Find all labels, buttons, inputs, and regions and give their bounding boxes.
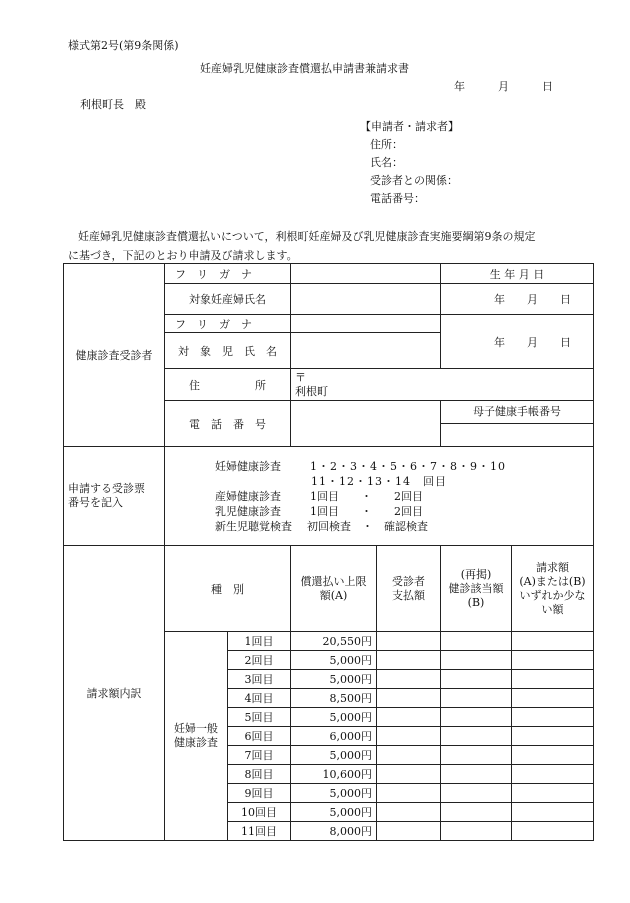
child-birth-month: 月 [527, 335, 538, 349]
date-day: 日 [542, 80, 553, 93]
infant-checkup-options[interactable]: 1回目 ・ 2回目 [310, 504, 423, 518]
claim-recount-field[interactable] [441, 727, 512, 746]
mother-name-label: 対象妊産婦氏名 [165, 284, 291, 315]
request-statement-line-2: に基づき，下記のとおり申請及び請求します。 [68, 249, 298, 262]
claim-visit: 6回目 [228, 727, 291, 746]
claim-amount-field[interactable] [512, 765, 594, 784]
claim-amount-field[interactable] [512, 651, 594, 670]
child-birth-year: 年 [494, 335, 505, 349]
claim-visit: 3回目 [228, 670, 291, 689]
date-year: 年 [454, 80, 465, 93]
request-statement-line-1: 妊産婦乳児健康診査償還払いについて，利根町妊産婦及び乳児健康診査実施要綱第9条の規定 [78, 230, 536, 243]
claim-visit: 4回目 [228, 689, 291, 708]
claim-limit: 5,000円 [291, 670, 377, 689]
application-table [63, 263, 594, 841]
form-title: 妊産婦乳児健康診査償還払申請書兼請求書 [200, 62, 409, 75]
claim-visit: 8回目 [228, 765, 291, 784]
claim-limit: 10,600円 [291, 765, 377, 784]
claim-visit: 11回目 [228, 822, 291, 841]
claim-paid-field[interactable] [377, 746, 441, 765]
applicant-address-label: 住所： [370, 138, 403, 151]
claim-paid-field[interactable] [377, 784, 441, 803]
claim-col-type: 種 別 [165, 546, 291, 632]
claim-visit: 10回目 [228, 803, 291, 822]
claim-limit: 5,000円 [291, 784, 377, 803]
phone-label: 電 話 番 号 [165, 401, 291, 447]
claim-recount-field[interactable] [441, 822, 512, 841]
claim-limit: 6,000円 [291, 727, 377, 746]
claim-amount-field[interactable] [512, 746, 594, 765]
claim-limit: 20,550円 [291, 632, 377, 651]
claim-recount-field[interactable] [441, 632, 512, 651]
date-month: 月 [498, 80, 509, 93]
phone-field[interactable] [291, 401, 441, 447]
applicant-name-label: 氏名： [370, 156, 403, 169]
claim-limit: 5,000円 [291, 651, 377, 670]
claim-recount-field[interactable] [441, 803, 512, 822]
ticket-section-label: 申請する受診票 番号を記入 [64, 447, 165, 546]
claim-recount-field[interactable] [441, 784, 512, 803]
postal-mark: 〒 [295, 370, 306, 384]
child-name-label: 対 象 児 氏 名 [165, 333, 291, 369]
claim-amount-field[interactable] [512, 632, 594, 651]
claim-col-claim: 請求額 (A)または(B) いずれか少な い額 [512, 546, 594, 632]
mother-birth-month: 月 [527, 293, 538, 306]
claim-recount-field[interactable] [441, 746, 512, 765]
infant-checkup-label: 乳児健康診査 [215, 504, 281, 518]
claim-recount-field[interactable] [441, 670, 512, 689]
claim-section-label: 請求額内訳 [64, 546, 165, 841]
claim-recount-field[interactable] [441, 689, 512, 708]
claim-visit: 2回目 [228, 651, 291, 670]
mother-birthdate-field[interactable] [441, 284, 594, 315]
address-label: 住 所 [165, 369, 291, 401]
pregnancy-checkup-row[interactable] [215, 459, 589, 474]
claim-col-paid: 受診者 支払額 [377, 546, 441, 632]
applicant-relation-label: 受診者との関係： [370, 174, 458, 187]
claim-limit: 8,500円 [291, 689, 377, 708]
claim-limit: 5,000円 [291, 746, 377, 765]
claim-recount-field[interactable] [441, 765, 512, 784]
mother-birth-day: 日 [560, 293, 571, 306]
birthdate-header: 生 年 月 日 [441, 264, 594, 284]
infant-checkup-row[interactable] [215, 504, 589, 519]
child-name-field[interactable] [291, 333, 441, 369]
claim-category: 妊婦一般 健康診査 [165, 632, 228, 841]
child-birthdate-field[interactable] [441, 315, 594, 369]
mother-birth-year: 年 [494, 293, 505, 306]
claim-limit: 8,000円 [291, 822, 377, 841]
address-field[interactable] [291, 369, 594, 401]
mother-furigana-field[interactable] [291, 264, 441, 284]
claim-amount-field[interactable] [512, 784, 594, 803]
claim-limit: 5,000円 [291, 708, 377, 727]
claim-recount-field[interactable] [441, 708, 512, 727]
claim-paid-field[interactable] [377, 765, 441, 784]
claim-visit: 9回目 [228, 784, 291, 803]
claim-paid-field[interactable] [377, 803, 441, 822]
claim-visit: 5回目 [228, 708, 291, 727]
claim-paid-field[interactable] [377, 689, 441, 708]
mother-name-field[interactable] [291, 284, 441, 315]
address-town: 利根町 [295, 384, 328, 398]
child-furigana-label: フ リ ガ ナ [165, 315, 291, 333]
form-number: 様式第2号(第9条関係) [68, 39, 179, 52]
claim-col-limit: 償還払い上限 額(A) [291, 546, 377, 632]
claim-visit: 1回目 [228, 632, 291, 651]
handbook-number-field[interactable] [441, 424, 594, 447]
claim-paid-field[interactable] [377, 822, 441, 841]
claim-amount-field[interactable] [512, 708, 594, 727]
ticket-selection [165, 447, 594, 546]
applicant-heading: 【申請者・請求者】 [360, 120, 459, 133]
request-statement [68, 227, 588, 265]
claim-paid-field[interactable] [377, 727, 441, 746]
claim-visit: 7回目 [228, 746, 291, 765]
postpartum-checkup-label: 産婦健康診査 [215, 489, 281, 503]
hearing-test-row[interactable] [215, 519, 589, 534]
claim-paid-field[interactable] [377, 670, 441, 689]
hearing-test-label: 新生児聴覚検査 [215, 519, 292, 533]
pregnancy-checkup-numbers[interactable]: 1・2・3・4・5・6・7・8・9・10 [310, 459, 506, 473]
child-birth-day: 日 [560, 335, 571, 349]
mother-furigana-label: フ リ ガ ナ [165, 264, 291, 284]
claim-limit: 5,000円 [291, 803, 377, 822]
claim-paid-field[interactable] [377, 632, 441, 651]
addressee: 利根町長 殿 [80, 98, 146, 111]
postpartum-checkup-row[interactable] [215, 489, 589, 504]
hearing-test-options[interactable]: 初回検査 ・ 確認検査 [307, 519, 428, 533]
postpartum-checkup-options[interactable]: 1回目 ・ 2回目 [310, 489, 423, 503]
handbook-number-label: 母子健康手帳番号 [441, 401, 594, 424]
claim-amount-field[interactable] [512, 670, 594, 689]
claim-amount-field[interactable] [512, 689, 594, 708]
pregnancy-checkup-label: 妊婦健康診査 [215, 459, 281, 473]
claim-recount-field[interactable] [441, 651, 512, 670]
child-furigana-field[interactable] [291, 315, 441, 333]
claim-amount-field[interactable] [512, 822, 594, 841]
examinee-section-label: 健康診査受診者 [64, 264, 165, 447]
claim-col-recount: (再掲) 健診該当額 (B) [441, 546, 512, 632]
pregnancy-checkup-numbers-2[interactable]: 11・12・13・14 回目 [311, 474, 447, 488]
claim-paid-field[interactable] [377, 651, 441, 670]
claim-amount-field[interactable] [512, 803, 594, 822]
applicant-phone-label: 電話番号： [370, 192, 425, 205]
claim-amount-field[interactable] [512, 727, 594, 746]
date-line [454, 80, 553, 94]
claim-paid-field[interactable] [377, 708, 441, 727]
